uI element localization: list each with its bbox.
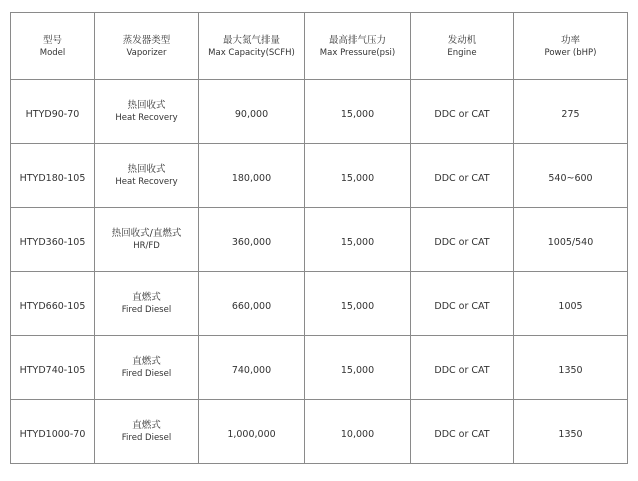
vaporizer-en: Fired Diesel (121, 433, 172, 443)
table-row (11, 336, 628, 400)
capacity-text: 740,000 (231, 365, 272, 376)
header-pressure (305, 13, 411, 80)
pressure-text: 15,000 (340, 301, 375, 312)
power-text: 1350 (558, 429, 583, 440)
model-text: HTYD1000-70 (19, 429, 86, 440)
vaporizer-en: Heat Recovery (115, 113, 178, 123)
table-row (11, 208, 628, 272)
cell-pressure (305, 144, 411, 208)
cell-vaporizer (95, 272, 199, 336)
vaporizer-en: Fired Diesel (121, 305, 172, 315)
capacity-text: 360,000 (231, 237, 272, 248)
cell-model (11, 80, 95, 144)
header-zh: 功率 (560, 34, 580, 46)
cell-engine (411, 336, 514, 400)
capacity-text: 90,000 (234, 109, 269, 120)
header-en: Engine (447, 47, 477, 58)
model-text: HTYD360-105 (19, 237, 86, 248)
cell-pressure (305, 208, 411, 272)
header-vaporizer (95, 13, 199, 80)
cell-engine (411, 272, 514, 336)
cell-vaporizer (95, 400, 199, 464)
pressure-text: 15,000 (340, 173, 375, 184)
header-en: Vaporizer (126, 47, 167, 58)
cell-pressure (305, 80, 411, 144)
pressure-text: 15,000 (340, 109, 375, 120)
header-zh: 最高排气压力 (328, 34, 386, 46)
capacity-text: 1,000,000 (227, 429, 276, 440)
header-capacity (199, 13, 305, 80)
engine-text: DDC or CAT (434, 109, 490, 120)
model-text: HTYD740-105 (19, 365, 86, 376)
power-text: 275 (561, 109, 580, 120)
cell-engine (411, 400, 514, 464)
cell-pressure (305, 272, 411, 336)
header-zh: 最大氮气排量 (222, 34, 280, 46)
cell-vaporizer (95, 80, 199, 144)
table-row (11, 400, 628, 464)
vaporizer-zh: 直燃式 (132, 356, 161, 367)
header-power (514, 13, 628, 80)
header-en: Power (bHP) (544, 47, 597, 58)
header-en: Max Capacity(SCFH) (208, 47, 295, 58)
header-zh: 发动机 (447, 34, 477, 46)
model-text: HTYD90-70 (25, 109, 80, 120)
pressure-text: 10,000 (340, 429, 375, 440)
cell-pressure (305, 336, 411, 400)
table-row (11, 80, 628, 144)
cell-model (11, 208, 95, 272)
vaporizer-en: Heat Recovery (115, 177, 178, 187)
cell-power (514, 336, 628, 400)
vaporizer-zh: 直燃式 (132, 420, 161, 431)
cell-vaporizer (95, 144, 199, 208)
cell-engine (411, 144, 514, 208)
cell-power (514, 272, 628, 336)
cell-capacity (199, 80, 305, 144)
header-zh: 型号 (42, 34, 62, 46)
model-text: HTYD660-105 (19, 301, 86, 312)
cell-model (11, 400, 95, 464)
cell-vaporizer (95, 336, 199, 400)
power-text: 1005/540 (547, 237, 594, 248)
vaporizer-en: HR/FD (133, 241, 160, 251)
table-row (11, 272, 628, 336)
engine-text: DDC or CAT (434, 237, 490, 248)
cell-capacity (199, 208, 305, 272)
cell-power (514, 80, 628, 144)
vaporizer-en: Fired Diesel (121, 369, 172, 379)
cell-model (11, 272, 95, 336)
cell-capacity (199, 272, 305, 336)
header-zh: 蒸发器类型 (122, 34, 171, 46)
cell-power (514, 208, 628, 272)
cell-capacity (199, 400, 305, 464)
header-en: Model (39, 47, 66, 58)
cell-power (514, 144, 628, 208)
engine-text: DDC or CAT (434, 173, 490, 184)
vaporizer-zh: 热回收式 (127, 100, 166, 111)
header-en: Max Pressure(psi) (319, 47, 396, 58)
cell-pressure (305, 400, 411, 464)
cell-model (11, 144, 95, 208)
power-text: 1350 (558, 365, 583, 376)
pressure-text: 15,000 (340, 365, 375, 376)
header-row (11, 13, 628, 80)
engine-text: DDC or CAT (434, 301, 490, 312)
engine-text: DDC or CAT (434, 365, 490, 376)
table-row (11, 144, 628, 208)
model-text: HTYD180-105 (19, 173, 86, 184)
cell-power (514, 400, 628, 464)
power-text: 1005 (558, 301, 583, 312)
vaporizer-zh: 热回收式 (127, 164, 166, 175)
cell-engine (411, 208, 514, 272)
power-text: 540~600 (548, 173, 593, 184)
vaporizer-zh: 直燃式 (132, 292, 161, 303)
engine-text: DDC or CAT (434, 429, 490, 440)
cell-model (11, 336, 95, 400)
capacity-text: 180,000 (231, 173, 272, 184)
capacity-text: 660,000 (231, 301, 272, 312)
vaporizer-zh: 热回收式/直燃式 (111, 228, 182, 239)
cell-vaporizer (95, 208, 199, 272)
header-model (11, 13, 95, 80)
cell-capacity (199, 336, 305, 400)
spec-table (10, 12, 628, 464)
header-engine (411, 13, 514, 80)
cell-engine (411, 80, 514, 144)
pressure-text: 15,000 (340, 237, 375, 248)
cell-capacity (199, 144, 305, 208)
